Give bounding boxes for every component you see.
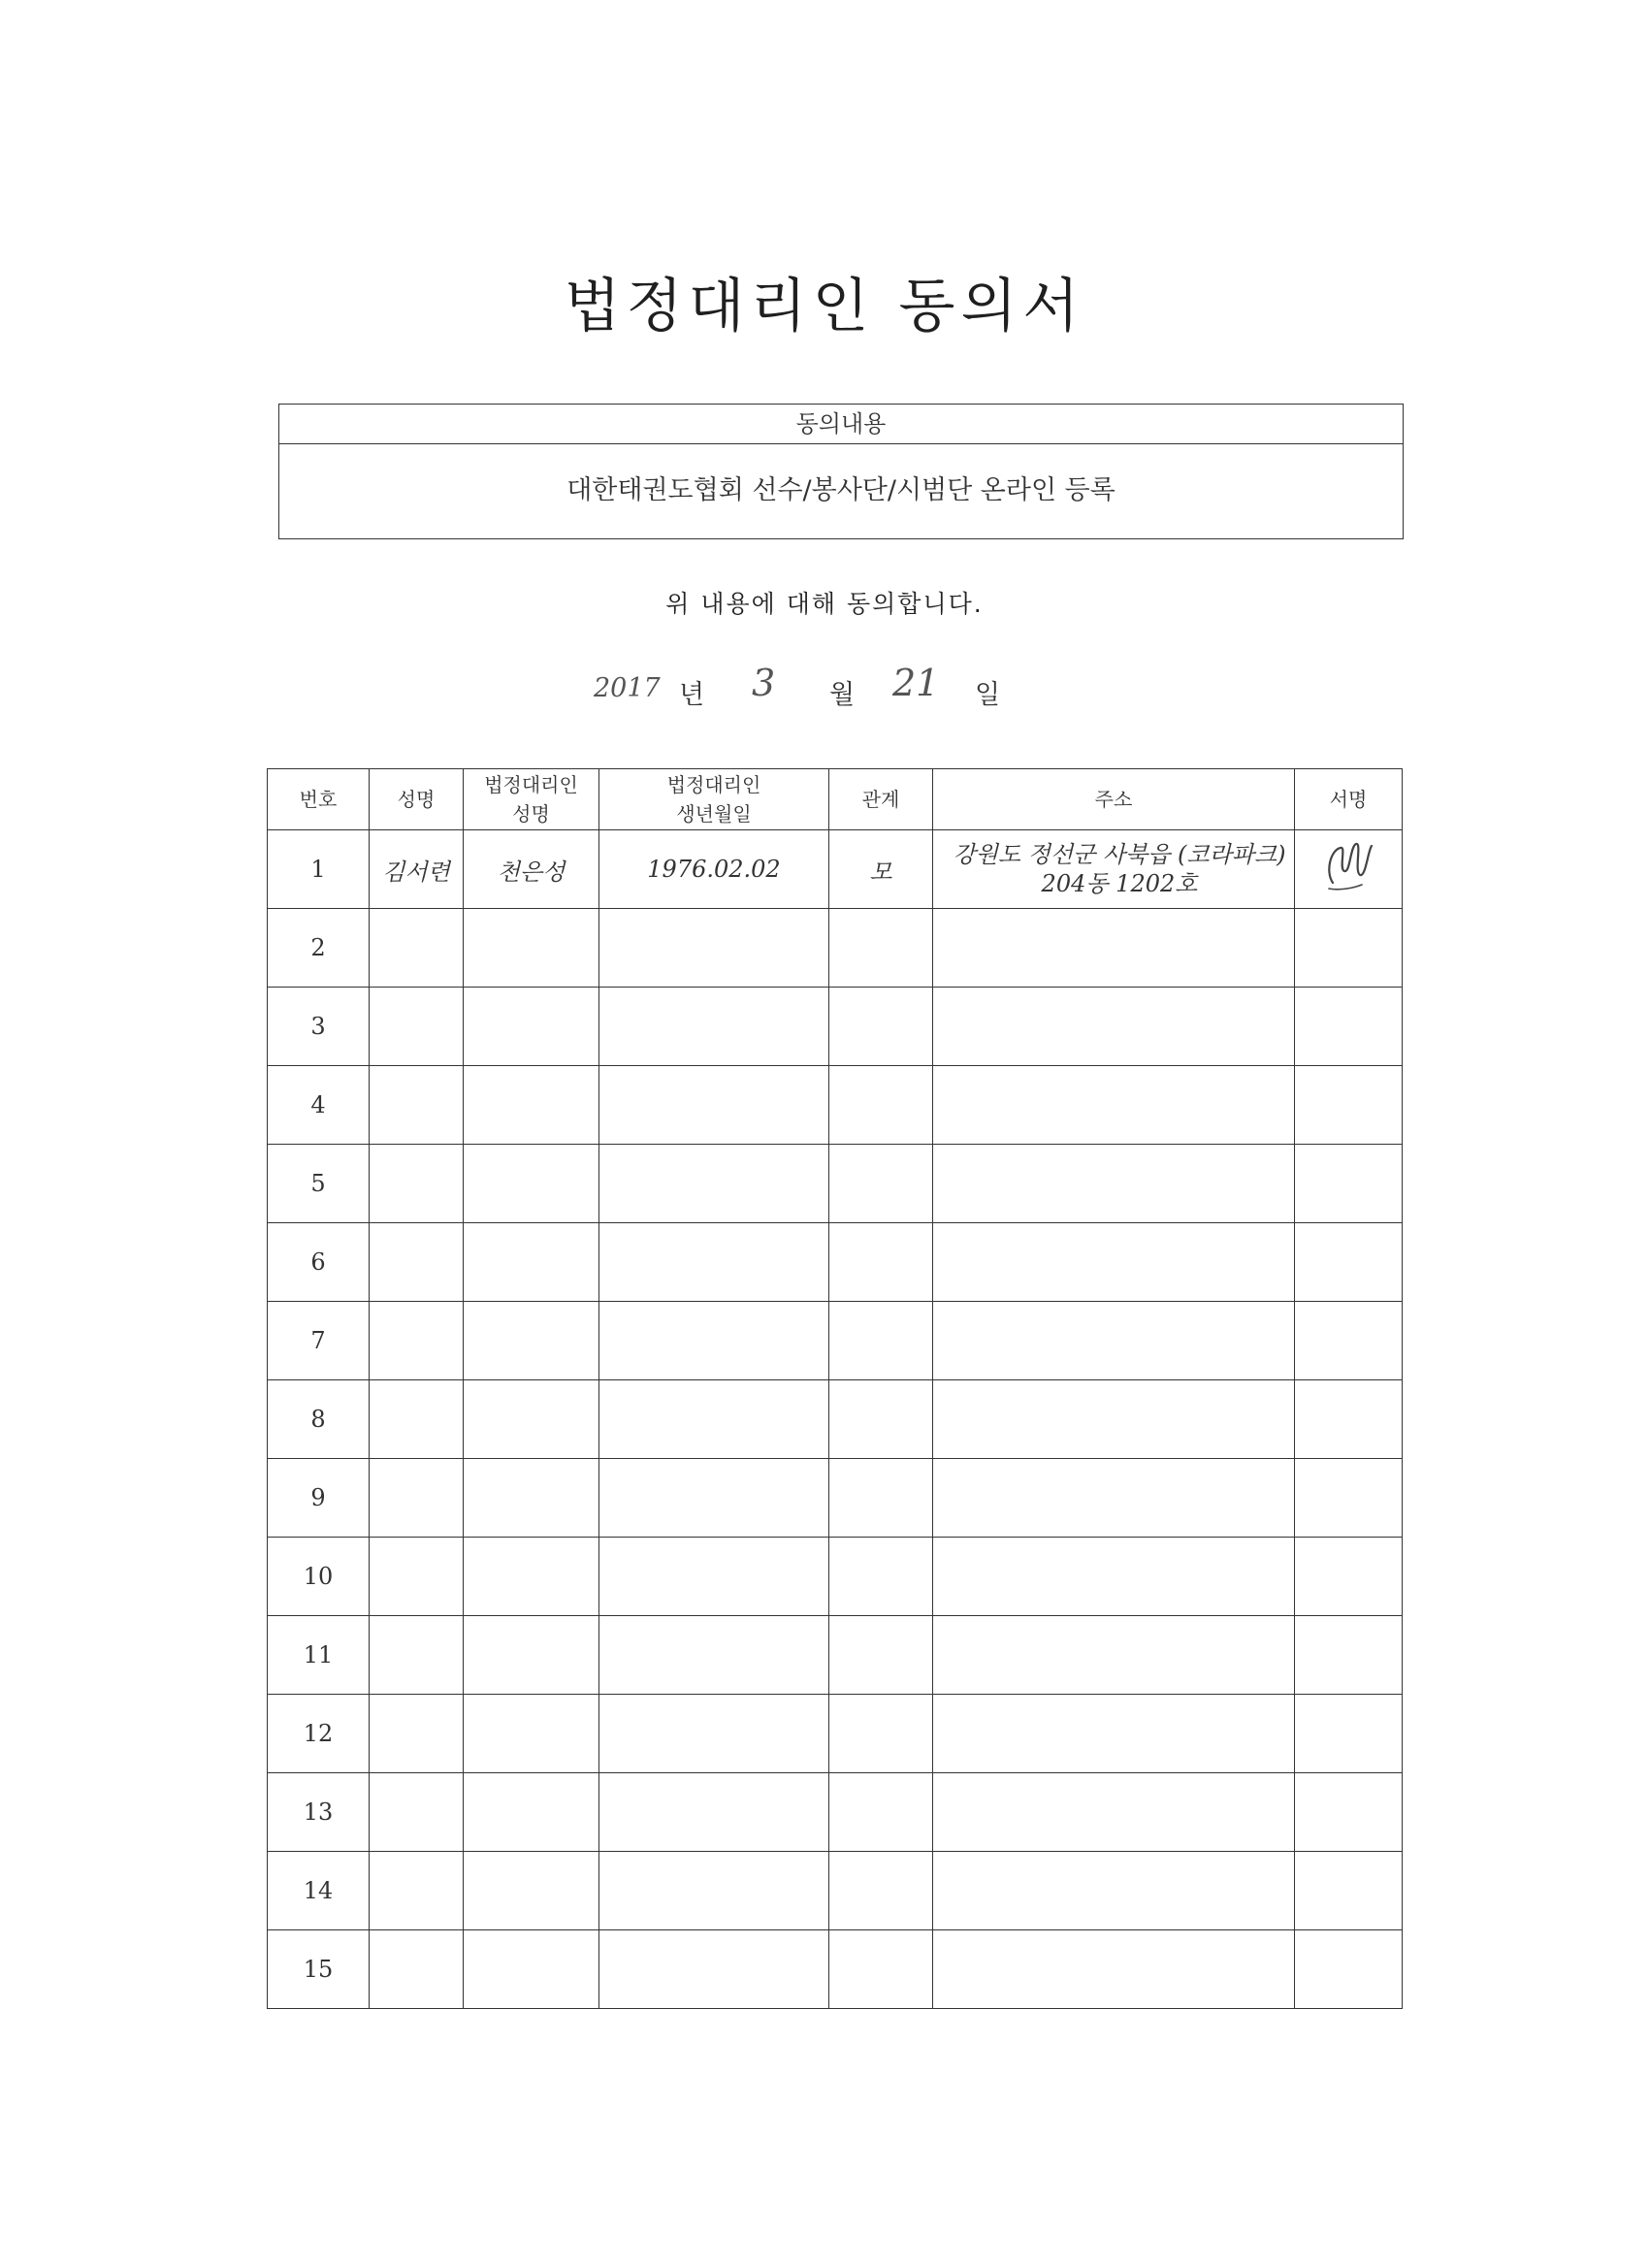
row-signature [1295, 1145, 1403, 1223]
row-name [370, 1302, 464, 1380]
row-address [933, 1538, 1295, 1616]
table-row [268, 1852, 1403, 1930]
row-signature [1295, 988, 1403, 1066]
row-guardian-birth [599, 988, 829, 1066]
row-signature [1295, 1223, 1403, 1302]
row-guardian-birth [599, 1930, 829, 2009]
header-relation: 관계 [829, 769, 933, 830]
row-number: 10 [268, 1538, 370, 1616]
row-guardian-name [464, 1380, 599, 1459]
row-guardian-birth [599, 1066, 829, 1145]
row-relation [829, 1852, 933, 1930]
row-number: 8 [268, 1380, 370, 1459]
row-guardian-birth [599, 1302, 829, 1380]
row-name [370, 1695, 464, 1773]
row-name [370, 1930, 464, 2009]
row-number: 5 [268, 1145, 370, 1223]
row-name [370, 1223, 464, 1302]
table-row [268, 1930, 1403, 2009]
row-relation [829, 1930, 933, 2009]
row-address [933, 1066, 1295, 1145]
row-signature [1295, 1773, 1403, 1852]
row-signature [1295, 1616, 1403, 1695]
row-name [370, 1459, 464, 1538]
row-name [370, 1066, 464, 1145]
row-guardian-birth [599, 1380, 829, 1459]
table-header-row [268, 769, 1403, 830]
header-number: 번호 [268, 769, 370, 830]
table-row [268, 1066, 1403, 1145]
row-guardian-birth [599, 1223, 829, 1302]
row-number: 13 [268, 1773, 370, 1852]
header-guardian-name-text: 법정대리인 성명 [484, 773, 578, 826]
row-number: 4 [268, 1066, 370, 1145]
table-row [268, 1616, 1403, 1695]
table-row [268, 1145, 1403, 1223]
row-guardian-name [464, 1695, 599, 1773]
row-number: 1 [268, 830, 370, 909]
row-guardian-birth [599, 1616, 829, 1695]
row-signature [1295, 1930, 1403, 2009]
guardian-table [267, 768, 1403, 2009]
row-guardian-birth [599, 1538, 829, 1616]
date-year-label: 년 [679, 680, 705, 710]
row-number: 12 [268, 1695, 370, 1773]
signature-mark [1319, 832, 1377, 900]
row-relation [829, 1773, 933, 1852]
table-row [268, 1380, 1403, 1459]
row-relation [829, 1223, 933, 1302]
row-guardian-name [464, 1459, 599, 1538]
row-guardian-name [464, 1773, 599, 1852]
row-number: 15 [268, 1930, 370, 2009]
consent-content: 대한태권도협회 선수/봉사단/시범단 온라인 등록 [566, 475, 1116, 505]
row-number: 6 [268, 1223, 370, 1302]
header-address: 주소 [933, 769, 1295, 830]
row-number: 14 [268, 1852, 370, 1930]
row-guardian-name [464, 1538, 599, 1616]
row-guardian-birth: 1976.02.02 [599, 830, 829, 909]
agree-statement: 위 내용에 대해 동의합니다. [665, 590, 984, 618]
row-address [933, 1380, 1295, 1459]
row-relation [829, 1066, 933, 1145]
row-guardian-name [464, 1066, 599, 1145]
row-address [933, 1852, 1295, 1930]
row-number: 2 [268, 909, 370, 988]
row-signature [1295, 1852, 1403, 1930]
row-guardian-birth [599, 1459, 829, 1538]
row-number: 11 [268, 1616, 370, 1695]
table-row [268, 909, 1403, 988]
row-address [933, 1616, 1295, 1695]
row-name: 김서련 [370, 830, 464, 909]
table-row [268, 1538, 1403, 1616]
row-guardian-name: 천은성 [464, 830, 599, 909]
row-relation [829, 988, 933, 1066]
row-guardian-birth [599, 1852, 829, 1930]
table-row [268, 1459, 1403, 1538]
row-address [933, 1302, 1295, 1380]
row-guardian-name [464, 1930, 599, 2009]
row-signature [1295, 1066, 1403, 1145]
row-address [933, 1459, 1295, 1538]
row-signature [1295, 1695, 1403, 1773]
row-signature [1295, 1380, 1403, 1459]
row-relation [829, 1538, 933, 1616]
row-address [933, 830, 1295, 909]
date-day-value: 21 [892, 662, 940, 704]
row-address [933, 1773, 1295, 1852]
row-guardian-name [464, 909, 599, 988]
row-relation [829, 1459, 933, 1538]
consent-box [278, 404, 1404, 539]
date-month-value: 3 [752, 662, 776, 704]
row-relation [829, 1302, 933, 1380]
row-name [370, 1773, 464, 1852]
row-guardian-name [464, 1616, 599, 1695]
page-title: 법정대리인 동의서 [564, 273, 1085, 340]
row-guardian-birth [599, 1773, 829, 1852]
row-address [933, 1695, 1295, 1773]
row-signature [1295, 1302, 1403, 1380]
row-address [933, 1930, 1295, 2009]
table-row [268, 1773, 1403, 1852]
table-row [268, 1695, 1403, 1773]
date-line [582, 662, 1067, 720]
row-signature [1295, 909, 1403, 988]
row-name [370, 1538, 464, 1616]
consent-header: 동의내용 [279, 405, 1403, 444]
row-name [370, 1616, 464, 1695]
row-name [370, 1380, 464, 1459]
row-address-line1: 강원도 정선군 사북읍 (코라파크) [953, 841, 1286, 868]
row-signature [1295, 1538, 1403, 1616]
header-signature: 서명 [1295, 769, 1403, 830]
row-relation [829, 1695, 933, 1773]
row-signature [1295, 1459, 1403, 1538]
row-guardian-birth [599, 1695, 829, 1773]
date-month-label: 월 [829, 680, 856, 710]
row-address [933, 1223, 1295, 1302]
header-guardian-birth-text: 법정대리인 생년월일 [666, 773, 761, 826]
row-number: 9 [268, 1459, 370, 1538]
row-number: 7 [268, 1302, 370, 1380]
row-guardian-name [464, 1145, 599, 1223]
row-guardian-name [464, 1302, 599, 1380]
row-relation [829, 1616, 933, 1695]
row-address [933, 1145, 1295, 1223]
row-number: 3 [268, 988, 370, 1066]
row-guardian-birth [599, 1145, 829, 1223]
row-guardian-name [464, 988, 599, 1066]
row-relation [829, 1145, 933, 1223]
header-name: 성명 [370, 769, 464, 830]
row-relation: 모 [829, 830, 933, 909]
table-row [268, 830, 1403, 909]
header-guardian-name [464, 769, 599, 830]
table-row [268, 1223, 1403, 1302]
date-year-value: 2017 [594, 673, 661, 703]
row-name [370, 1145, 464, 1223]
row-address [933, 988, 1295, 1066]
row-guardian-birth [599, 909, 829, 988]
row-guardian-name [464, 1852, 599, 1930]
row-guardian-name [464, 1223, 599, 1302]
table-row [268, 1302, 1403, 1380]
row-signature [1295, 830, 1403, 909]
date-day-label: 일 [975, 680, 1001, 710]
header-guardian-birth [599, 769, 829, 830]
row-name [370, 1852, 464, 1930]
row-relation [829, 909, 933, 988]
table-row [268, 988, 1403, 1066]
row-name [370, 988, 464, 1066]
row-name [370, 909, 464, 988]
row-address-line2: 204동 1202호 [1041, 870, 1198, 897]
row-address [933, 909, 1295, 988]
row-relation [829, 1380, 933, 1459]
